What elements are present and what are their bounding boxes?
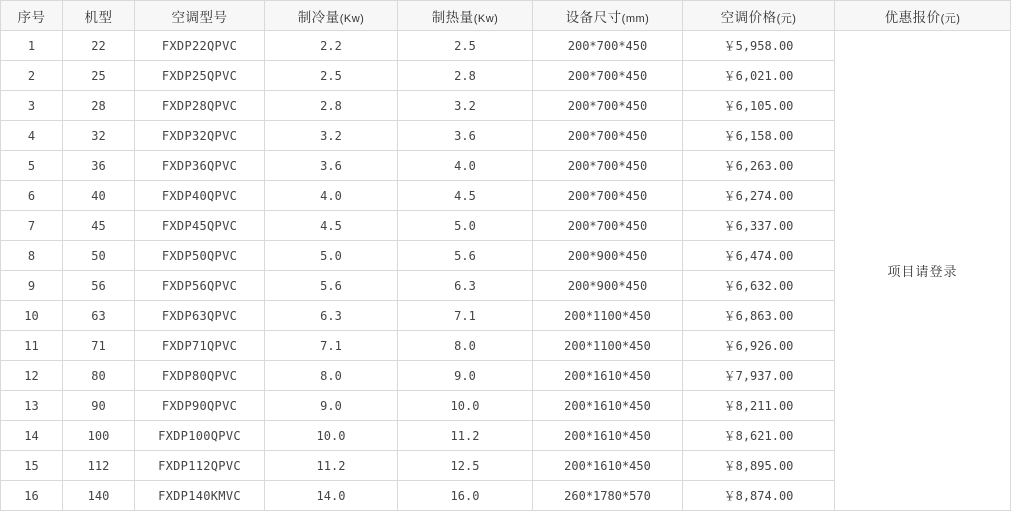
cell-heating: 8.0 [398, 331, 533, 361]
column-header-machine-type [63, 1, 135, 31]
cell-size: 200*700*450 [533, 211, 683, 241]
cell-ac-model: FXDP90QPVC [135, 391, 265, 421]
cell-size: 200*700*450 [533, 61, 683, 91]
cell-size: 200*700*450 [533, 121, 683, 151]
column-header-index [1, 1, 63, 31]
column-header-promo-price-unit: (元) [940, 12, 961, 25]
cell-cooling: 10.0 [265, 421, 398, 451]
column-header-price-label: 空调价格 [720, 9, 777, 25]
cell-cooling: 9.0 [265, 391, 398, 421]
column-header-promo-price-label: 优惠报价 [884, 9, 941, 25]
cell-cooling: 3.6 [265, 151, 398, 181]
cell-heating: 3.6 [398, 121, 533, 151]
cell-price: ￥6,105.00 [683, 91, 835, 121]
column-header-cooling-capacity [265, 1, 398, 31]
cell-cooling: 6.3 [265, 301, 398, 331]
column-header-equipment-size-label: 设备尺寸 [565, 9, 622, 25]
cell-index: 7 [1, 211, 63, 241]
cell-price: ￥6,274.00 [683, 181, 835, 211]
column-header-heating-capacity-label: 制热量 [431, 9, 474, 25]
cell-size: 200*900*450 [533, 271, 683, 301]
cell-ac-model: FXDP22QPVC [135, 31, 265, 61]
column-header-price [683, 1, 835, 31]
cell-size: 200*700*450 [533, 31, 683, 61]
cell-machine-type: 28 [63, 91, 135, 121]
cell-heating: 16.0 [398, 481, 533, 511]
cell-index: 14 [1, 421, 63, 451]
cell-ac-model: FXDP63QPVC [135, 301, 265, 331]
cell-machine-type: 36 [63, 151, 135, 181]
header-row [1, 1, 1011, 31]
cell-index: 12 [1, 361, 63, 391]
cell-index: 13 [1, 391, 63, 421]
cell-machine-type: 45 [63, 211, 135, 241]
cell-ac-model: FXDP71QPVC [135, 331, 265, 361]
column-header-equipment-size-unit: (mm) [621, 12, 650, 25]
cell-heating: 3.2 [398, 91, 533, 121]
cell-size: 200*700*450 [533, 181, 683, 211]
cell-ac-model: FXDP100QPVC [135, 421, 265, 451]
cell-machine-type: 90 [63, 391, 135, 421]
cell-size: 260*1780*570 [533, 481, 683, 511]
cell-index: 16 [1, 481, 63, 511]
cell-price: ￥8,895.00 [683, 451, 835, 481]
cell-cooling: 3.2 [265, 121, 398, 151]
cell-index: 8 [1, 241, 63, 271]
cell-index: 15 [1, 451, 63, 481]
cell-cooling: 2.8 [265, 91, 398, 121]
column-header-price-unit: (元) [776, 12, 797, 25]
cell-heating: 7.1 [398, 301, 533, 331]
cell-index: 4 [1, 121, 63, 151]
cell-machine-type: 50 [63, 241, 135, 271]
column-header-cooling-capacity-label: 制冷量 [297, 9, 340, 25]
column-header-heating-capacity [398, 1, 533, 31]
cell-cooling: 2.5 [265, 61, 398, 91]
cell-ac-model: FXDP50QPVC [135, 241, 265, 271]
cell-index: 6 [1, 181, 63, 211]
cell-machine-type: 112 [63, 451, 135, 481]
cell-cooling: 2.2 [265, 31, 398, 61]
cell-cooling: 4.0 [265, 181, 398, 211]
cell-heating: 12.5 [398, 451, 533, 481]
cell-machine-type: 100 [63, 421, 135, 451]
column-header-cooling-capacity-unit: (Kw) [339, 12, 365, 25]
cell-price: ￥6,926.00 [683, 331, 835, 361]
cell-price: ￥6,337.00 [683, 211, 835, 241]
cell-price: ￥8,211.00 [683, 391, 835, 421]
cell-index: 2 [1, 61, 63, 91]
cell-size: 200*1100*450 [533, 331, 683, 361]
cell-heating: 5.0 [398, 211, 533, 241]
cell-ac-model: FXDP32QPVC [135, 121, 265, 151]
cell-ac-model: FXDP80QPVC [135, 361, 265, 391]
cell-size: 200*700*450 [533, 91, 683, 121]
cell-ac-model: FXDP40QPVC [135, 181, 265, 211]
cell-machine-type: 25 [63, 61, 135, 91]
cell-index: 1 [1, 31, 63, 61]
cell-price: ￥6,632.00 [683, 271, 835, 301]
cell-ac-model: FXDP140KMVC [135, 481, 265, 511]
cell-machine-type: 140 [63, 481, 135, 511]
cell-size: 200*1610*450 [533, 361, 683, 391]
cell-cooling: 5.6 [265, 271, 398, 301]
table-header [1, 1, 1011, 31]
cell-price: ￥8,874.00 [683, 481, 835, 511]
cell-cooling: 8.0 [265, 361, 398, 391]
cell-size: 200*1610*450 [533, 451, 683, 481]
cell-price: ￥6,158.00 [683, 121, 835, 151]
cell-price: ￥8,621.00 [683, 421, 835, 451]
cell-cooling: 14.0 [265, 481, 398, 511]
cell-price: ￥6,474.00 [683, 241, 835, 271]
table-body [1, 31, 1011, 511]
cell-ac-model: FXDP36QPVC [135, 151, 265, 181]
cell-cooling: 5.0 [265, 241, 398, 271]
cell-size: 200*700*450 [533, 151, 683, 181]
cell-size: 200*1610*450 [533, 391, 683, 421]
cell-cooling: 11.2 [265, 451, 398, 481]
cell-promo-note: 项目请登录 [835, 31, 1011, 511]
cell-machine-type: 32 [63, 121, 135, 151]
cell-heating: 4.5 [398, 181, 533, 211]
cell-index: 11 [1, 331, 63, 361]
cell-ac-model: FXDP112QPVC [135, 451, 265, 481]
column-header-ac-model-label: 空调型号 [171, 9, 228, 25]
cell-heating: 11.2 [398, 421, 533, 451]
cell-machine-type: 22 [63, 31, 135, 61]
cell-heating: 9.0 [398, 361, 533, 391]
cell-price: ￥6,021.00 [683, 61, 835, 91]
cell-machine-type: 71 [63, 331, 135, 361]
cell-machine-type: 80 [63, 361, 135, 391]
column-header-promo-price [835, 1, 1011, 31]
cell-index: 5 [1, 151, 63, 181]
cell-heating: 4.0 [398, 151, 533, 181]
cell-index: 10 [1, 301, 63, 331]
cell-ac-model: FXDP25QPVC [135, 61, 265, 91]
cell-machine-type: 63 [63, 301, 135, 331]
cell-cooling: 4.5 [265, 211, 398, 241]
cell-machine-type: 40 [63, 181, 135, 211]
cell-price: ￥6,263.00 [683, 151, 835, 181]
cell-heating: 10.0 [398, 391, 533, 421]
cell-size: 200*900*450 [533, 241, 683, 271]
cell-ac-model: FXDP45QPVC [135, 211, 265, 241]
cell-index: 3 [1, 91, 63, 121]
cell-ac-model: FXDP28QPVC [135, 91, 265, 121]
cell-price: ￥5,958.00 [683, 31, 835, 61]
cell-machine-type: 56 [63, 271, 135, 301]
cell-size: 200*1100*450 [533, 301, 683, 331]
cell-size: 200*1610*450 [533, 421, 683, 451]
column-header-heating-capacity-unit: (Kw) [473, 12, 499, 25]
cell-price: ￥6,863.00 [683, 301, 835, 331]
column-header-equipment-size [533, 1, 683, 31]
cell-heating: 6.3 [398, 271, 533, 301]
cell-heating: 2.8 [398, 61, 533, 91]
column-header-ac-model [135, 1, 265, 31]
table-row [1, 31, 1011, 61]
cell-heating: 2.5 [398, 31, 533, 61]
cell-index: 9 [1, 271, 63, 301]
cell-heating: 5.6 [398, 241, 533, 271]
column-header-index-label: 序号 [17, 9, 46, 25]
cell-cooling: 7.1 [265, 331, 398, 361]
column-header-machine-type-label: 机型 [84, 9, 113, 25]
cell-ac-model: FXDP56QPVC [135, 271, 265, 301]
cell-price: ￥7,937.00 [683, 361, 835, 391]
